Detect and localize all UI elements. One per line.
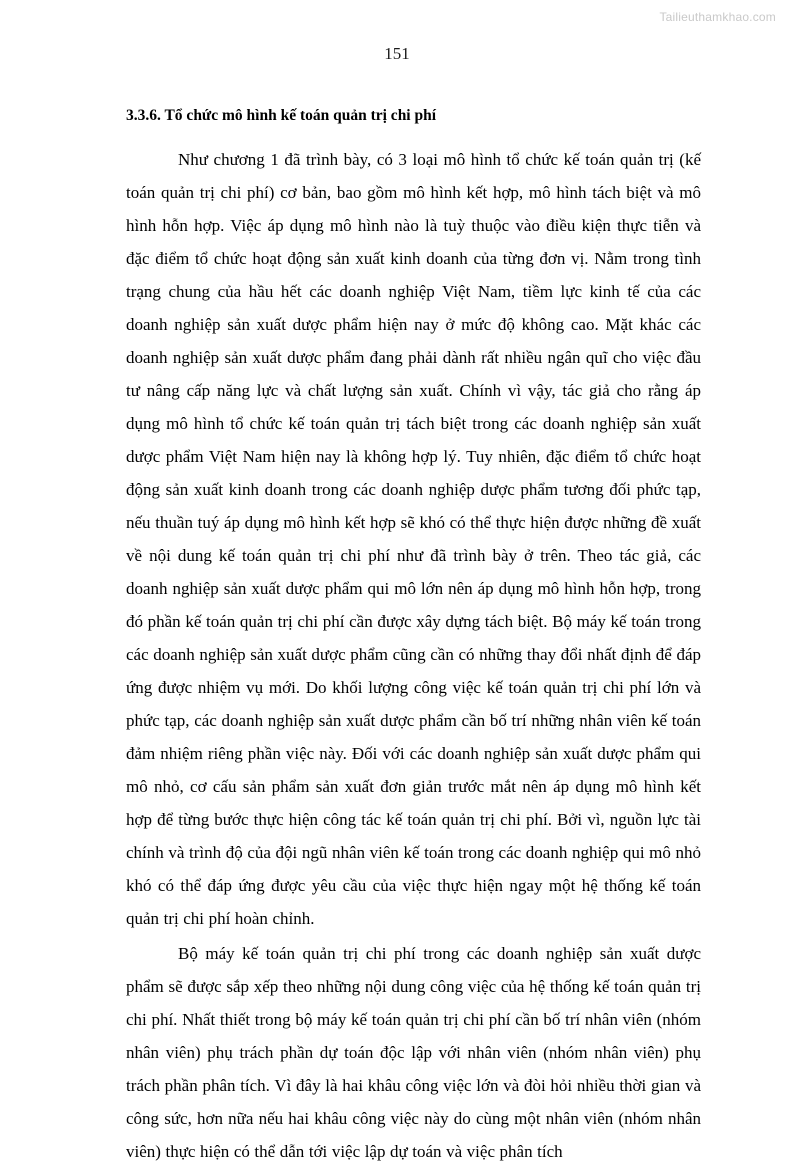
page-content [126,105,701,1168]
body-paragraph: Như chương 1 đã trình bày, có 3 loại mô hình tổ chức kế toán quản trị (kế toán quản trị chi phí) cơ bản, bao gồm mô hình kết hợp, mô hình tách biệt và mô hình hỗn hợp. Việc áp dụng mô hình nào là tuỳ thuộc vào điều kiện thực tiễn và đặc điểm tổ chức hoạt động sản xuất kinh doanh của từng đơn vị. Nằm trong tình trạng chung của hầu hết các doanh nghiệp Việt Nam, tiềm lực kinh tế của các doanh nghiệp sản xuất dược phẩm hiện nay ở mức độ không cao. Mặt khác các doanh nghiệp sản xuất dược phẩm đang phải dành rất nhiều ngân quĩ cho việc đầu tư nâng cấp năng lực và chất lượng sản xuất. Chính vì vậy, tác giả cho rằng áp dụng mô hình tổ chức kế toán quản trị tách biệt trong các doanh nghiệp sản xuất dược phẩm Việt Nam hiện nay là không hợp lý. Tuy nhiên, đặc điểm tổ chức hoạt động sản xuất kinh doanh trong các doanh nghiệp dược phẩm tương đối phức tạp, nếu thuần tuý áp dụng mô hình kết hợp sẽ khó có thể thực hiện được những đề xuất về nội dung kế toán quản trị chi phí như đã trình bày ở trên. Theo tác giả, các doanh nghiệp sản xuất dược phẩm qui mô lớn nên áp dụng mô hình hỗn hợp, trong đó phần kế toán quản trị chi phí cần được xây dựng tách biệt. Bộ máy kế toán trong các doanh nghiệp sản xuất dược phẩm cũng cần có những thay đổi nhất định để đáp ứng được nhiệm vụ mới. Do khối lượng công việc kế toán quản trị chi phí lớn và phức tạp, các doanh nghiệp sản xuất dược phẩm cần bố trí những nhân viên kế toán đảm nhiệm riêng phần việc này. Đối với các doanh nghiệp sản xuất dược phẩm qui mô nhỏ, cơ cấu sản phẩm sản xuất đơn giản trước mắt nên áp dụng mô hình kết hợp để từng bước thực hiện công tác kế toán quản trị chi phí. Bởi vì, nguồn lực tài chính và trình độ của đội ngũ nhân viên kế toán trong các doanh nghiệp qui mô nhỏ khó có thể đáp ứng được yêu cầu của việc thực hiện ngay một hệ thống kế toán quản trị chi phí hoàn chỉnh. [126,149,701,928]
section-heading: 3.3.6. Tổ chức mô hình kế toán quản trị chi phí [126,107,437,124]
body-paragraph: Bộ máy kế toán quản trị chi phí trong các doanh nghiệp sản xuất dược phẩm sẽ được sắp xếp theo những nội dung công việc của hệ thống kế toán quản trị chi phí. Nhất thiết trong bộ máy kế toán quản trị chi phí cần bố trí nhân viên (nhóm nhân viên) phụ trách phần dự toán độc lập với nhân viên (nhóm nhân viên) phụ trách phần phân tích. Vì đây là hai khâu công việc lớn và đòi hỏi nhiều thời gian và công sức, hơn nữa nếu hai khâu công việc này do cùng một nhân viên (nhóm nhân viên) thực hiện có thể dẫn tới việc lập dự toán và việc phân tích [126,943,701,1161]
page-number: 151 [384,44,410,63]
watermark-text: Tailieuthamkhao.com [659,10,776,24]
